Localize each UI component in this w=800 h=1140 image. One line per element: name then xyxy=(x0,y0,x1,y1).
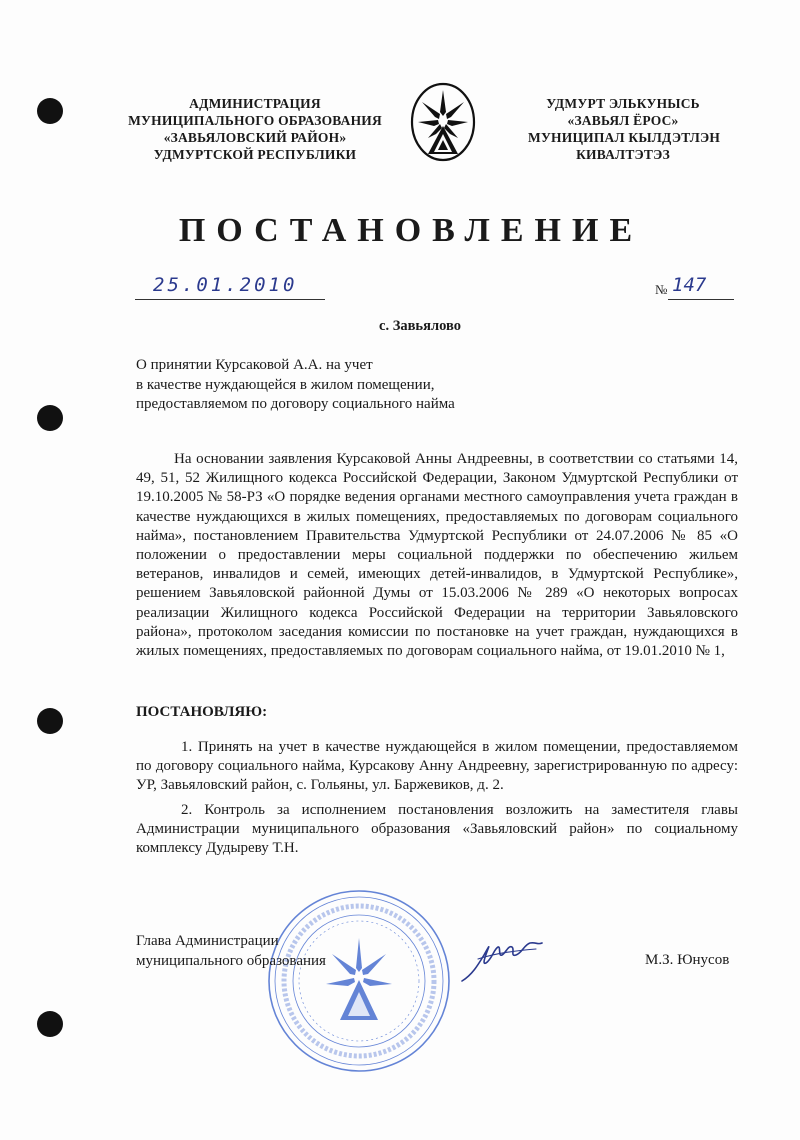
number-sign: № xyxy=(655,282,668,297)
decree-item: 1. Принять на учет в качестве нуждающейся в жилом помещении, предоставляемом по договору социального найма, Курсакову Анну Андреевну, зарегистрированную по адресу: УР, Завьяловский район, с. Гольяны, ул. Баржевиков, д. 2. xyxy=(136,739,738,794)
document-subject xyxy=(136,356,455,415)
signatory-position-line: муниципального образования xyxy=(136,952,326,969)
header-right-line: «ЗАВЬЯЛ ЁРОС» xyxy=(567,113,679,128)
signatory-name: М.З. Юнусов xyxy=(645,952,730,968)
coat-of-arms-emblem-icon xyxy=(410,82,476,162)
preamble-paragraph: На основании заявления Курсаковой Анны Андреевны, в соответствии со статьями 14, 49, 51, 52 Жилищного кодекса Российской Федерации, Законом Удмуртской Республики от 19.10.2005 № 58-РЗ «О порядке ведения органами местного самоуправления учета граждан в качестве нуждающихся в жилых помещениях, предоставляемых по договорам социального найма», постановлением Правительства Удмуртской Республики от 24.07.2006 № 85 «О положении о предоставлении меры социальной поддержки по обеспечению жильем ветеранов, инвалидов и семей, имеющих детей-инвалидов, в Удмуртской Республике», решением Завьяловской районной Думы от 15.03.2006 № 289 «О некоторых вопросах реализации Жилищного кодекса Российской Федерации на территории Завьяловского района», протоколом заседания комиссии по постановке на учет граждан, нуждающихся в жилых помещениях, предоставляемых по договорам социального найма, от 19.01.2010 № 1, xyxy=(136,451,738,660)
signatory-position-line: Глава Администрации xyxy=(136,933,279,949)
header-right-line: УДМУРТ ЭЛЬКУНЫСЬ xyxy=(546,96,700,111)
header-left-organization xyxy=(110,95,400,163)
document-title: ПОСТАНОВЛЕНИЕ xyxy=(178,212,644,249)
header-left-line: АДМИНИСТРАЦИЯ xyxy=(189,96,321,111)
handwritten-signature xyxy=(458,935,548,987)
header-right-line: КИВАЛТЭТЭЗ xyxy=(576,147,670,162)
document-date: 25.01.2010 xyxy=(135,274,325,300)
header-left-line: УДМУРТСКОЙ РЕСПУБЛИКИ xyxy=(153,147,357,162)
subject-line: предоставляемом по договору социального найма xyxy=(136,396,455,412)
header-left-line: МУНИЦИПАЛЬНОГО ОБРАЗОВАНИЯ xyxy=(128,113,382,128)
header-right-organization xyxy=(528,95,721,163)
subject-line: в качестве нуждающейся в жилом помещении, xyxy=(136,376,435,393)
decree-heading: ПОСТАНОВЛЯЮ: xyxy=(136,704,268,720)
official-seal-stamp xyxy=(266,888,452,1074)
document-number: 147 xyxy=(668,274,734,300)
subject-line: О принятии Курсаковой А.А. на учет xyxy=(136,357,373,373)
binder-hole xyxy=(37,98,63,124)
signatory-position xyxy=(136,932,326,971)
place-of-issue: с. Завьялово xyxy=(379,318,461,334)
binder-hole xyxy=(37,708,63,734)
binder-hole xyxy=(37,405,63,431)
binder-hole xyxy=(37,1011,63,1037)
decree-items xyxy=(136,738,738,863)
document-preamble xyxy=(136,450,738,661)
decree-item: 2. Контроль за исполнением постановления возложить на заместителя главы Администрации муниципального образования «Завьяловский район» по социальному комплексу Дудыреву Т.Н. xyxy=(136,801,738,857)
header-left-line: «ЗАВЬЯЛОВСКИЙ РАЙОН» xyxy=(163,130,347,145)
header-right-line: МУНИЦИПАЛ КЫЛДЭТЛЭН xyxy=(528,130,721,145)
